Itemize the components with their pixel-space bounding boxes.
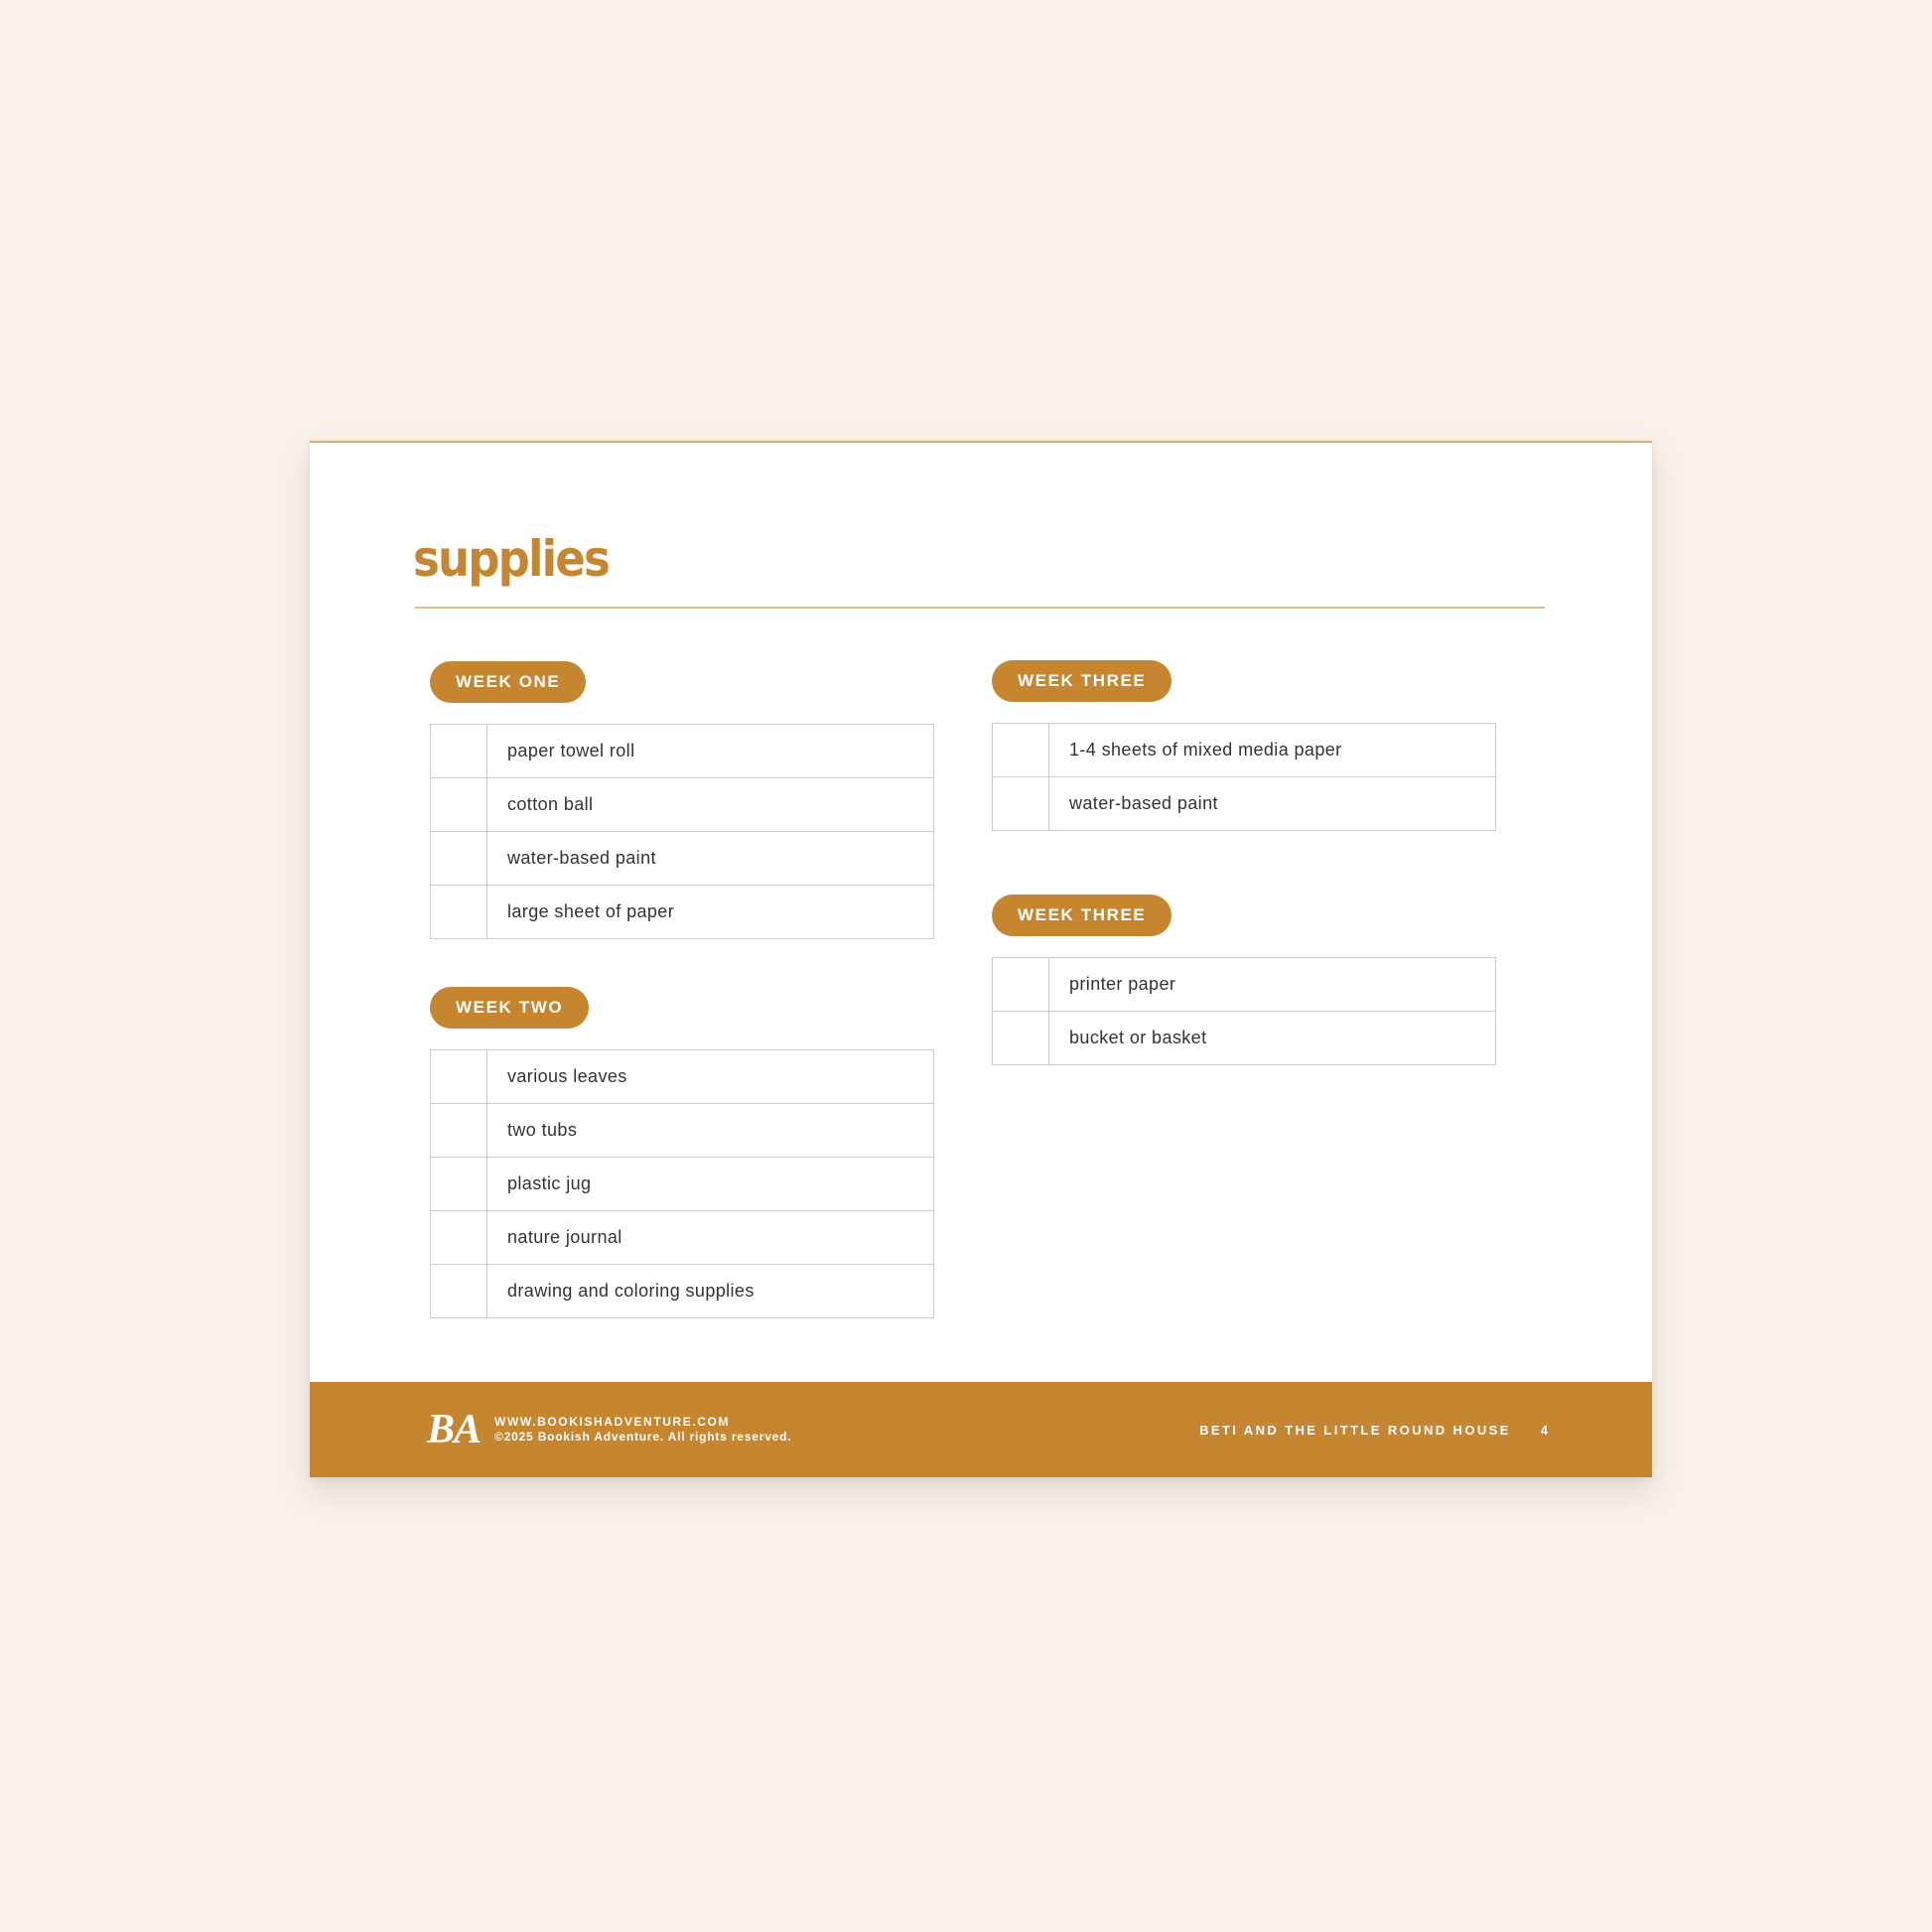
supply-checklist-table <box>430 1049 934 1318</box>
supply-checklist-table <box>992 723 1496 831</box>
checkbox-cell <box>431 1211 487 1265</box>
supply-checklist-table <box>992 957 1496 1065</box>
document-page <box>310 441 1652 1477</box>
checkbox-cell <box>431 1265 487 1318</box>
supply-item-label: plastic jug <box>487 1158 934 1211</box>
supply-item-label: nature journal <box>487 1211 934 1265</box>
table-row <box>993 724 1496 777</box>
week-badge-label: WEEK TWO <box>456 998 564 1017</box>
supply-item-label: printer paper <box>1049 958 1496 1012</box>
supply-item-label: bucket or basket <box>1049 1012 1496 1065</box>
checkbox-cell <box>993 1012 1049 1065</box>
week-badge-label: WEEK ONE <box>456 672 561 691</box>
checkbox-cell <box>431 1158 487 1211</box>
supply-item-label: paper towel roll <box>487 725 934 778</box>
footer-book-title: BETI AND THE LITTLE ROUND HOUSE <box>1199 1422 1511 1438</box>
table-row <box>431 778 934 832</box>
checkbox-cell <box>431 1104 487 1158</box>
supply-item-label: water-based paint <box>1049 777 1496 831</box>
supply-item-label: drawing and coloring supplies <box>487 1265 934 1318</box>
table-row <box>993 1012 1496 1065</box>
checkbox-cell <box>431 725 487 778</box>
week-badge <box>992 895 1172 936</box>
table-row <box>431 725 934 778</box>
footer-copyright: ©2025 Bookish Adventure. All rights reserved. <box>494 1430 792 1444</box>
week-section <box>992 660 1496 831</box>
checkbox-cell <box>993 958 1049 1012</box>
supply-item-label: large sheet of paper <box>487 886 934 939</box>
table-row <box>431 1104 934 1158</box>
table-row <box>431 1050 934 1104</box>
checkbox-cell <box>431 778 487 832</box>
brand-logo: BA <box>427 1407 482 1452</box>
table-row <box>431 1265 934 1318</box>
page-top-accent-line <box>310 441 1652 443</box>
table-row <box>993 958 1496 1012</box>
week-section <box>430 661 934 939</box>
footer-website: WWW.BOOKISHADVENTURE.COM <box>494 1415 731 1429</box>
supply-item-label: water-based paint <box>487 832 934 886</box>
footer-left <box>427 1382 791 1477</box>
footer-page-number: 4 <box>1540 1422 1549 1438</box>
table-row <box>431 1158 934 1211</box>
supply-item-label: cotton ball <box>487 778 934 832</box>
supply-item-label: 1-4 sheets of mixed media paper <box>1049 724 1496 777</box>
checkbox-cell <box>431 832 487 886</box>
footer-right <box>1199 1382 1549 1477</box>
footer-bar <box>310 1382 1652 1477</box>
checkbox-cell <box>431 886 487 939</box>
week-badge <box>430 987 589 1029</box>
week-badge-label: WEEK THREE <box>1018 905 1147 924</box>
week-section <box>992 895 1496 1065</box>
supply-checklist-table <box>430 724 934 939</box>
table-row <box>993 777 1496 831</box>
supply-item-label: two tubs <box>487 1104 934 1158</box>
checkbox-cell <box>993 777 1049 831</box>
table-row <box>431 832 934 886</box>
table-row <box>431 1211 934 1265</box>
title-divider <box>415 607 1545 609</box>
table-row <box>431 886 934 939</box>
week-section <box>430 987 934 1318</box>
supply-item-label: various leaves <box>487 1050 934 1104</box>
page-title: supplies <box>413 530 610 588</box>
checkbox-cell <box>431 1050 487 1104</box>
footer-text-block <box>494 1415 791 1445</box>
checkbox-cell <box>993 724 1049 777</box>
week-badge <box>430 661 586 703</box>
week-badge-label: WEEK THREE <box>1018 671 1147 690</box>
week-badge <box>992 660 1172 702</box>
